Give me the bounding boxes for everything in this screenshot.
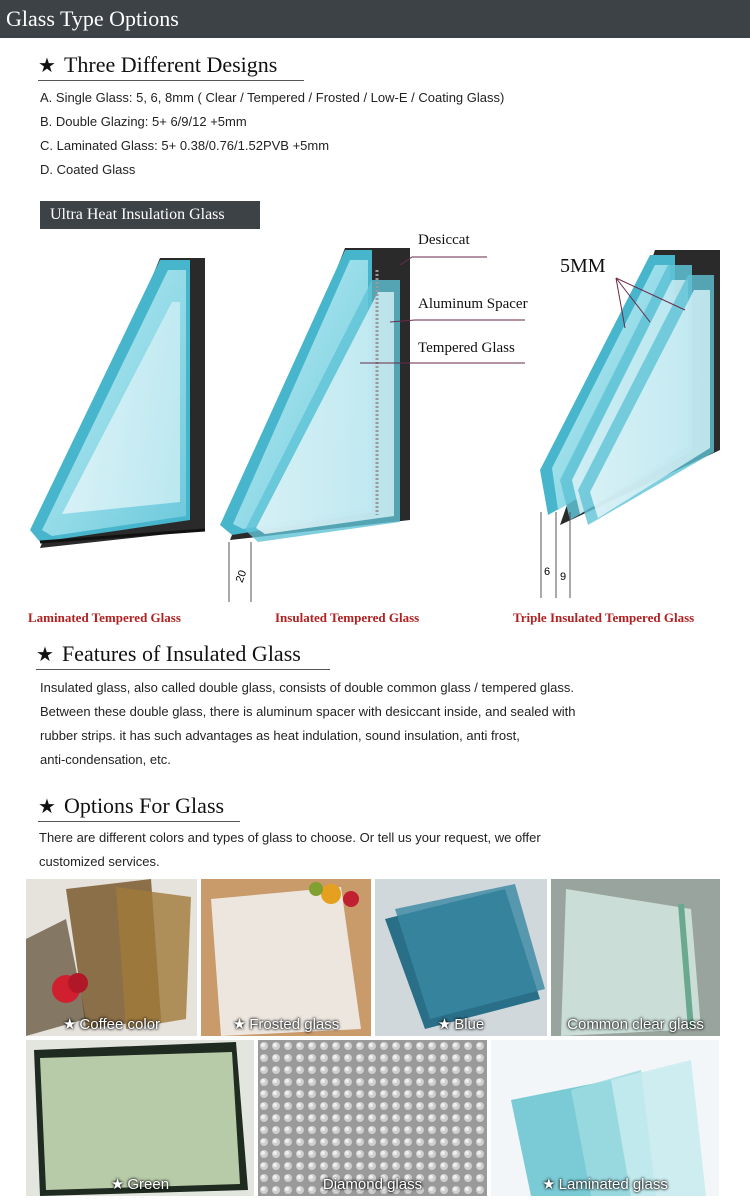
star-icon: ★ [542,1175,556,1193]
triple-panel [540,250,720,598]
features-line: Insulated glass, also called double glass, consists of double common glass / tempered glass. [40,680,575,695]
page-header [0,0,750,38]
features-title-text: Features of Insulated Glass [61,641,301,666]
photo-label [551,1016,720,1033]
caption-triple: Triple Insulated Tempered Glass [513,610,695,625]
photo-laminated [491,1040,719,1196]
features-line: rubber strips. it has such advantages as heat indulation, sound insulation, anti frost, [40,728,520,743]
photo-label-text: Laminated glass [558,1176,668,1193]
star-icon: ★ [36,642,54,666]
options-paragraph [39,826,719,874]
dim-triple-b-label: 9 [560,571,567,583]
section-title-options [38,793,240,822]
photo-label [26,1015,197,1033]
photo-coffee-color [26,879,197,1036]
photo-label-text: Diamond glass [322,1176,423,1193]
section-title-designs [38,52,304,81]
laminated-panel [30,258,205,548]
star-icon: ★ [232,1015,247,1033]
features-line: anti-condensation, etc. [40,752,171,767]
star-icon: ★ [437,1015,452,1033]
section-title-features [36,641,330,670]
photo-label [258,1176,487,1193]
caption-insulated: Insulated Tempered Glass [275,610,420,625]
design-item-b: B. Double Glazing: 5+ 6/9/12 +5mm [40,114,247,129]
photo-label-text: Green [127,1176,170,1193]
photo-green [26,1040,254,1196]
options-line: customized services. [39,854,160,869]
dim-triple-a-label: 6 [544,566,551,578]
photo-diamond-glass [258,1040,487,1196]
dim-double-label: 20 [233,568,250,585]
design-item-c: C. Laminated Glass: 5+ 0.38/0.76/1.52PVB +5mm [40,138,330,153]
features-line: Between these double glass, there is aluminum spacer with desiccant inside, and sealed with [40,704,576,719]
star-icon: ★ [62,1015,77,1033]
designs-title-text: Three Different Designs [63,52,278,77]
options-line: There are different colors and types of glass to choose. Or tell us your request, we offer [39,830,541,845]
photo-label-text: Frosted glass [249,1016,340,1033]
heat-insulation-badge [40,201,260,229]
design-item-d: D. Coated Glass [40,162,136,177]
callout-tempered-glass: Tempered Glass [418,340,515,356]
options-title-text: Options For Glass [63,793,225,818]
star-icon: ★ [38,53,56,77]
photo-label [201,1015,371,1033]
photo-label-text: Blue [454,1016,485,1033]
star-icon: ★ [110,1175,125,1193]
photo-blue [375,879,547,1036]
photo-label-text: Coffee color [79,1016,161,1033]
photo-label-text: Common clear glass [567,1016,704,1033]
callout-desiccant: Desiccat [418,232,470,248]
design-item-a: A. Single Glass: 5, 6, 8mm ( Clear / Tempered / Frosted / Low-E / Coating Glass) [40,90,505,105]
caption-laminated: Laminated Tempered Glass [28,610,181,625]
callout-5mm: 5MM [560,255,606,277]
insulated-panel [220,248,410,602]
photo-common-clear [551,879,720,1036]
glass-diagrams [0,230,750,610]
photo-label [491,1175,719,1193]
star-icon: ★ [38,794,56,818]
features-paragraph [40,676,720,772]
photo-label [375,1015,547,1033]
badge-text: Ultra Heat Insulation Glass [50,206,225,223]
photo-frosted-glass [201,879,371,1036]
page-title: Glass Type Options [6,6,179,31]
callout-aluminum-spacer: Aluminum Spacer [418,296,528,312]
photo-label [26,1175,254,1193]
